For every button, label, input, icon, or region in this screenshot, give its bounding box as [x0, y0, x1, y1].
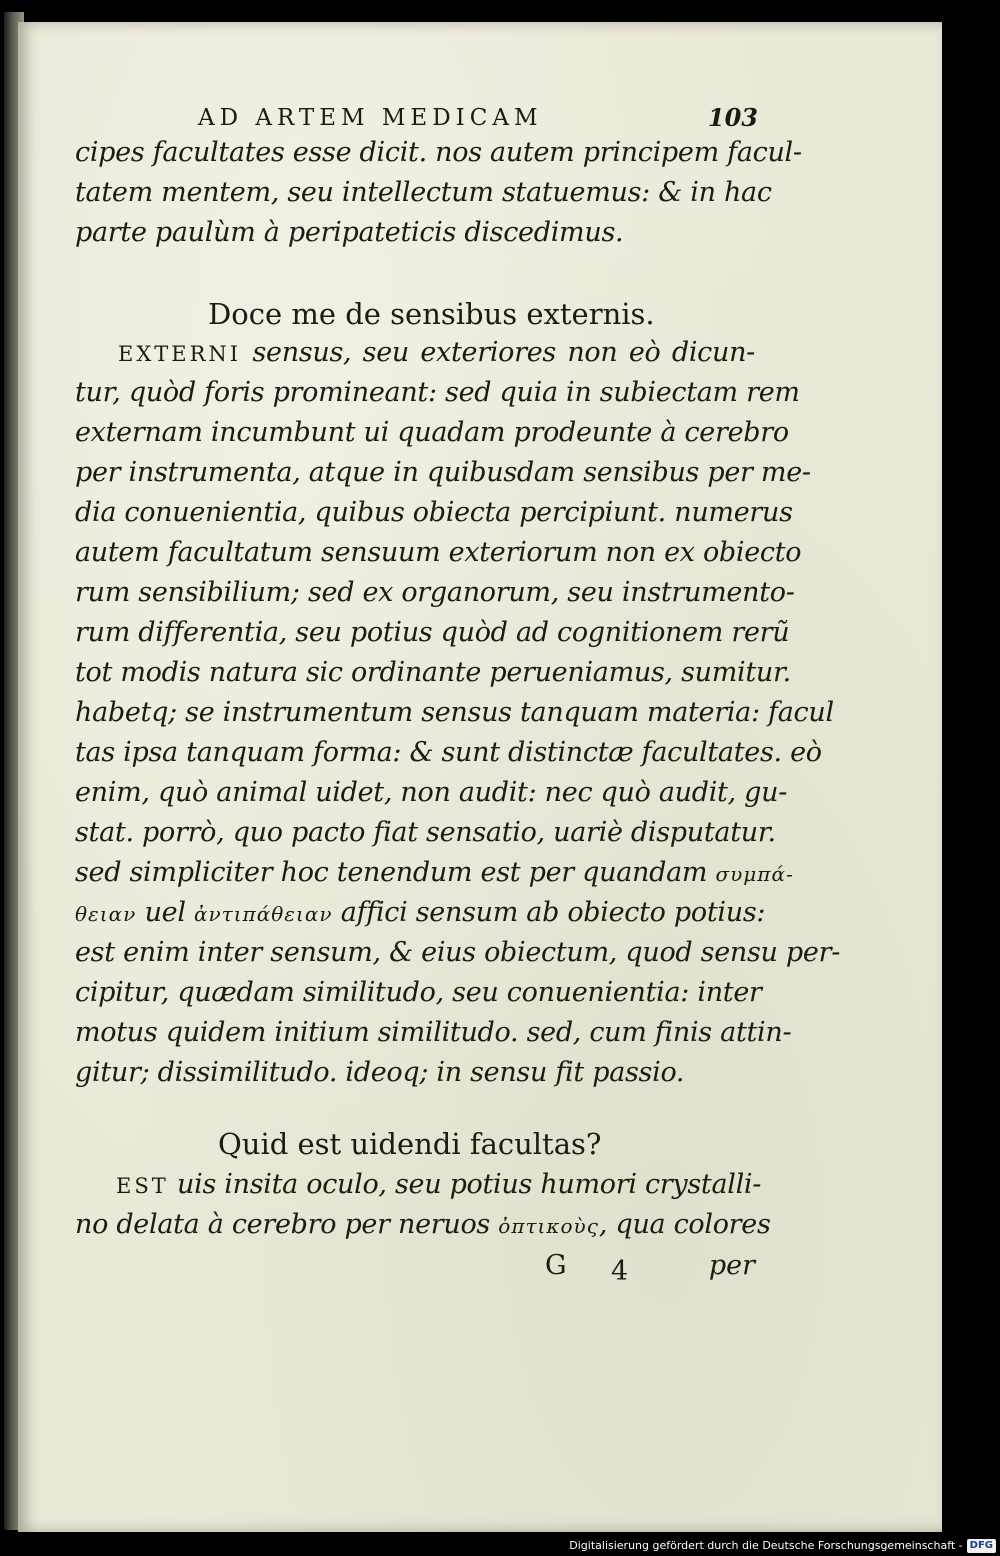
section2-line-2-start: no delata à cerebro per neruos [75, 1209, 490, 1240]
signature-number: 4 [611, 1256, 629, 1287]
section-heading-uidendi: Quid est uidendi facultas? [218, 1127, 602, 1161]
section1-line-13-latin: sed simpliciter hoc tenendum est per quandam [75, 857, 708, 888]
section2-first-line [116, 1166, 762, 1205]
dfg-credit [569, 1537, 996, 1555]
section1-line-3: per instrumenta, atque in quibusdam sensibus per me- [75, 457, 811, 488]
section1-first-line [118, 334, 755, 373]
section2-first-line-rest: uis insita oculo, seu potius humori crystalli- [177, 1169, 762, 1200]
section2-line-2 [75, 1206, 771, 1245]
section1-line-12: stat. porrò, quo pacto fiat sensatio, uariè disputatur. [75, 817, 776, 848]
section1-line-13 [75, 854, 794, 893]
section1-line-15: est enim inter sensum, & eius obiectum, quod sensu per- [75, 937, 841, 968]
section1-line-17: motus quidem initium similitudo. sed, cum finis attin- [75, 1017, 792, 1048]
greek-sympatheian-end: θειαν [75, 902, 137, 926]
section1-line-7: rum differentia, seu potius quòd ad cognitionem rerũ [75, 617, 790, 648]
section1-line-6: rum sensibilium; sed ex organorum, seu instrumento- [75, 577, 795, 608]
dfg-logo-icon: DFG [967, 1539, 996, 1553]
section2-line-2-end: , qua colores [598, 1209, 771, 1240]
dfg-credit-text: Digitalisierung gefördert durch die Deutsche Forschungsgemeinschaft - [569, 1539, 963, 1552]
show-through-texture [78, 262, 818, 296]
intro-line-3: parte paulùm à peripateticis discedimus. [75, 217, 624, 248]
signature-letter: G [545, 1250, 567, 1281]
section1-line-11: enim, quò animal uidet, non audit: nec quò audit, gu- [75, 777, 788, 808]
connector-uel: uel [144, 897, 186, 928]
signature-line [545, 1246, 755, 1286]
section1-line-16: cipitur, quædam similitudo, seu conuenientia: inter [75, 977, 762, 1008]
greek-antipatheian: ἀντιπάθειαν [193, 902, 333, 926]
running-title: AD ARTEM MEDICAM [198, 105, 543, 131]
section-heading-sensibus: Doce me de sensibus externis. [208, 297, 655, 331]
section1-line-5: autem facultatum sensuum exteriorum non ex obiecto [75, 537, 802, 568]
section1-lead-cap: EXTERNI [118, 342, 242, 366]
intro-line-2: tatem mentem, seu intellectum statuemus: & in hac [75, 177, 772, 208]
greek-optikous: ὀπτικοὺς [498, 1214, 599, 1238]
section2-lead-cap: EST [116, 1174, 169, 1198]
section1-line-10: tas ipsa tanquam forma: & sunt distinctæ facultates. eò [75, 737, 822, 768]
section1-line-1: tur, quòd foris promineant: sed quia in subiectam rem [75, 377, 800, 408]
section1-line-18: gitur; dissimilitudo. ideoq; in sensu fit passio. [75, 1057, 685, 1088]
section1-line-4: dia conuenientia, quibus obiecta percipiunt. numerus [75, 497, 793, 528]
running-head [198, 98, 758, 138]
greek-sympatheian-part: συμπά- [715, 862, 794, 886]
intro-line-1: cipes facultates esse dicit. nos autem principem facul- [75, 137, 802, 168]
section1-line-2: externam incumbunt ui quadam prodeunte à cerebro [75, 417, 789, 448]
section1-first-line-rest: sensus, seu exteriores non eò dicun- [252, 337, 755, 368]
section1-line-14-latin: affici sensum ab obiecto potius: [340, 897, 766, 928]
section1-line-14 [75, 894, 766, 933]
section1-line-8: tot modis natura sic ordinante perueniamus, sumitur. [75, 657, 791, 688]
page-number: 103 [707, 103, 758, 132]
catchword: per [708, 1250, 755, 1281]
section1-line-9: habetq; se instrumentum sensus tanquam materia: facul [75, 697, 834, 728]
